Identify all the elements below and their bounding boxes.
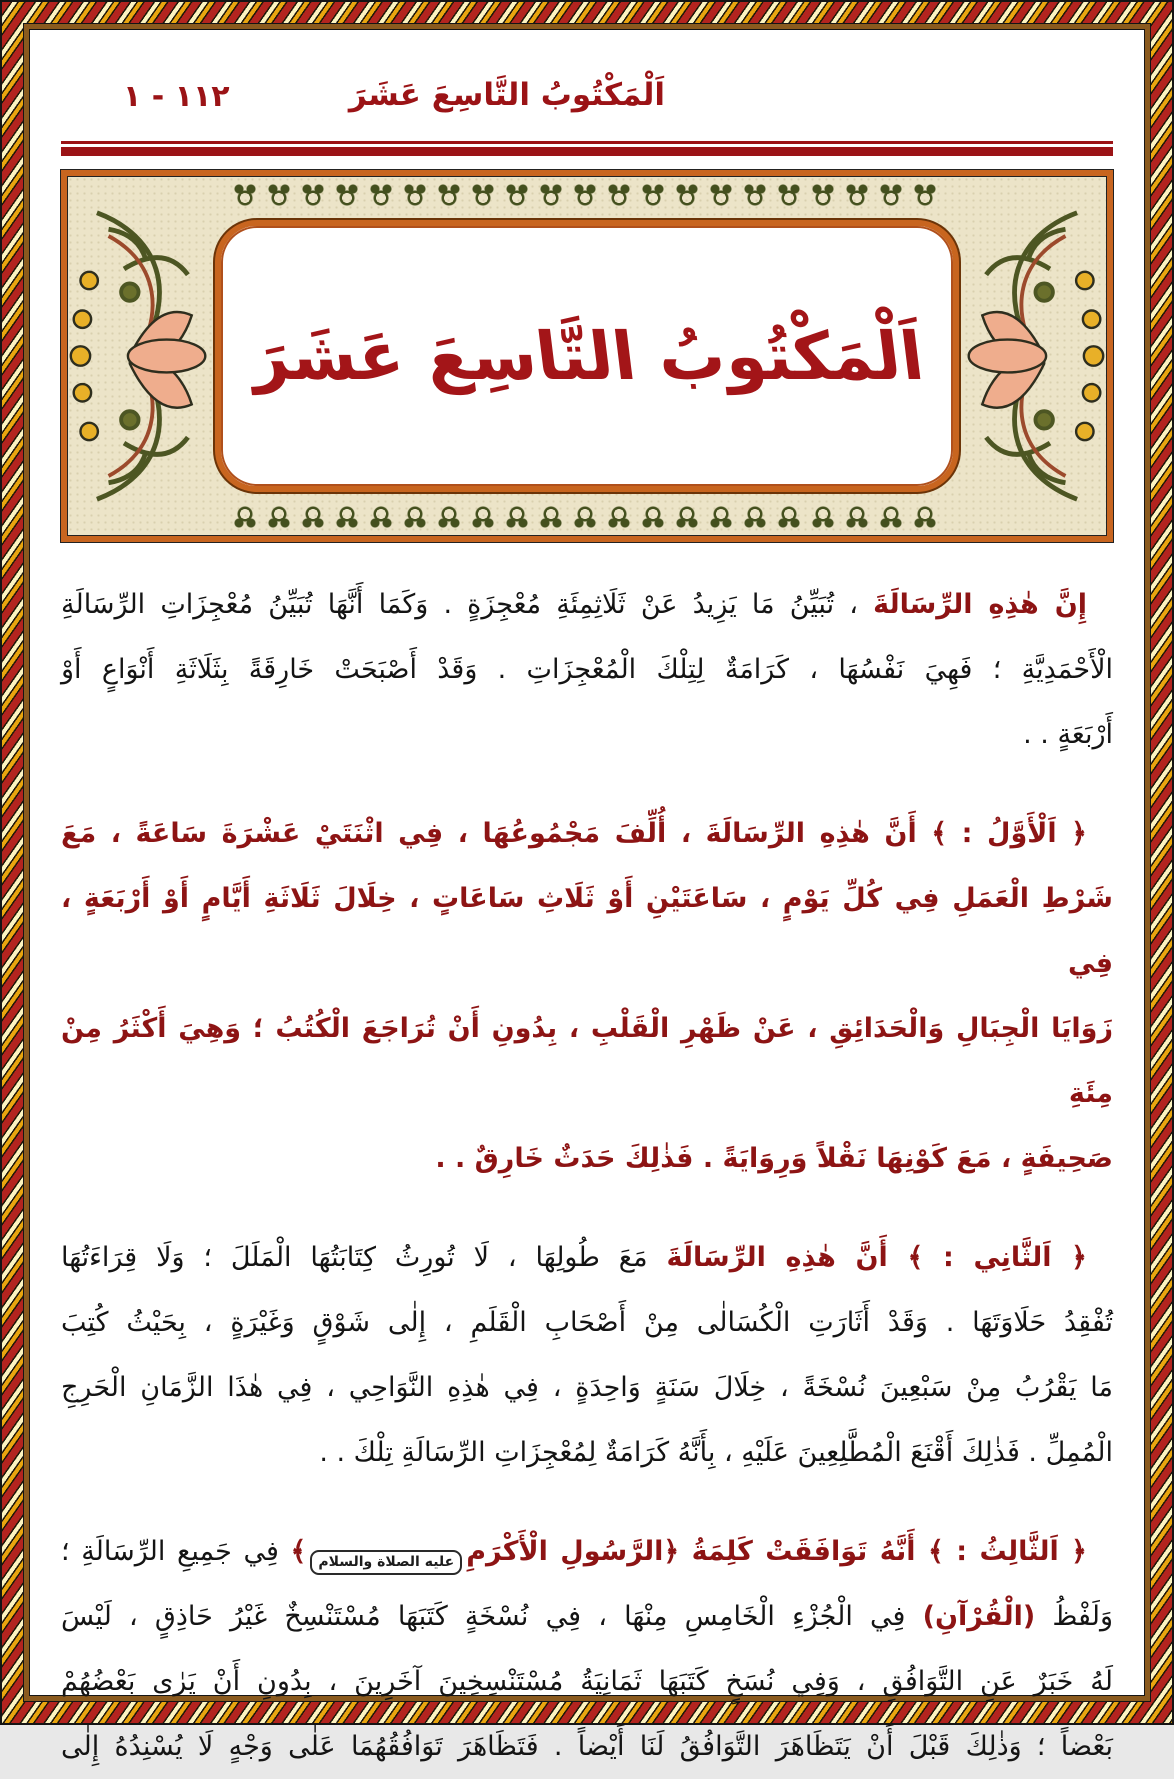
page-number: ١١٢ - ١ [123,79,230,114]
text-line [61,1420,1113,1485]
paragraph [61,1519,1113,1779]
text-line [61,996,1113,1126]
text-line [61,801,1113,866]
red-text-segment: (الْقُرْآنِ) [922,1601,1036,1632]
chapter-title-banner [61,170,1113,542]
text-line [61,702,1113,767]
text-line [61,1355,1113,1420]
text-line [61,1649,1113,1714]
header-rule-thin-line [61,141,1113,144]
text-line [61,1584,1113,1649]
chapter-title: اَلْمَكْتُوبُ التَّاسِعَ عَشَرَ [245,317,929,395]
red-text-segment: صَحِيفَةٍ ، مَعَ كَوْنِهَا نَقْلاً وَرِوَايَةً . فَذٰلِكَ حَدَثٌ خَارِقٌ . . [435,1143,1113,1174]
text-line [61,1290,1113,1355]
text-line [61,866,1113,996]
text-segment: بَعْضاً ؛ وَذٰلِكَ قَبْلَ أَنْ يَتَظَاهَرَ التَّوَافُقُ لَنَا أَيْضاً . فَتَظَاهَرَ تَوَافُقُهُمَا عَلٰى وَجْهٍ لَا يُسْنِدُهُ إِلٰى [61,1731,1113,1762]
text-segment: أَرْبَعَةٍ . . [1023,719,1113,750]
text-segment: ، تُبَيِّنُ مَا يَزِيدُ عَنْ ثَلَاثِمِئَةِ مُعْجِزَةٍ . وَكَمَا أَنَّهَا تُبَيِّنُ مُعْجِزَاتِ الرِّسَالَةِ [61,589,874,620]
text-segment: مَا يَقْرُبُ مِنْ سَبْعِينَ نُسْخَةً ، خِلَالَ سَنَةٍ وَاحِدَةٍ ، فِي هٰذِهِ النَّوَاحِي ، فِي هٰذَا الزَّمَانِ الْحَرِجِ [61,1372,1113,1403]
text-line [61,1519,1113,1584]
text-line [61,1714,1113,1779]
scroll-ornament-bottom [232,506,942,530]
text-line [61,1225,1113,1290]
paragraph [61,801,1113,1191]
text-line [61,572,1113,637]
text-line [61,1126,1113,1191]
header-rule [61,141,1113,156]
running-title: اَلْمَكْتُوبُ التَّاسِعَ عَشَرَ [348,77,666,113]
page-content [29,29,1145,1762]
text-segment: فِي الْجُزْءِ الْخَامِسِ مِنْهَا ، فِي نُسْخَةٍ كَتَبَهَا مُسْتَنْسِخٌ غَيْرُ حَاذِقٍ ، لَيْسَ [61,1601,923,1632]
red-text-segment: ﴾ [290,1536,307,1567]
text-segment: الْأَحْمَدِيَّةِ ؛ فَهِيَ نَفْسُهَا ، كَرَامَةٌ لِتِلْكَ الْمُعْجِزَاتِ . وَقَدْ أَصْبَحَتْ خَارِقَةً بِثَلَاثَةِ أَنْوَاعٍ أَوْ [61,654,1113,685]
text-segment: لَهُ خَبَرٌ عَنِ التَّوَافُقِ ، وَفِي نُسَخٍ كَتَبَهَا ثَمَانِيَةُ مُسْتَنْسِخِينَ آخَرِينَ ، بِدُونِ أَنْ يَرٰى بَعْضُهُمْ [61,1666,1113,1697]
paragraph [61,1225,1113,1485]
pbuh-seal: عليه الصلاة والسلام [310,1550,462,1575]
body-text [61,572,1113,1779]
text-segment: وَلَفْظُ [1035,1601,1113,1632]
page-inner-panel [24,24,1150,1762]
text-line [61,637,1113,702]
red-text-segment: ﴿ اَلثَّالِثُ : ﴾ أَنَّهُ تَوَافَقَتْ كَلِمَةُ ﴿الرَّسُولِ الْأَكْرَمِ [466,1536,1087,1567]
text-segment: فِي جَمِيعِ الرِّسَالَةِ ؛ [61,1536,291,1567]
text-segment: الْمُمِلِّ . فَذٰلِكَ أَقْنَعَ الْمُطَّلِعِينَ عَلَيْهِ ، بِأَنَّهُ كَرَامَةٌ لِمُعْجِزَاتِ الرِّسَالَةِ تِلْكَ . . [319,1437,1113,1468]
red-text-segment: زَوَايَا الْجِبَالِ وَالْحَدَائِقِ ، عَنْ ظَهْرِ الْقَلْبِ ، بِدُونِ أَنْ تُرَاجَعَ الْكُتُبُ ؛ وَهِيَ أَكْثَرُ مِنْ مِئَةِ [61,1013,1113,1109]
text-segment: مَعَ طُولِهَا ، لَا تُورِثُ كِتَابَتُهَا الْمَلَلَ ؛ وَلَا قِرَاءَتُهَا [61,1242,667,1273]
red-text-segment: إِنَّ هٰذِهِ الرِّسَالَةَ [873,589,1087,620]
red-text-segment: ﴿ اَلثَّانِي : ﴾ أَنَّ هٰذِهِ الرِّسَالَةَ [666,1242,1087,1273]
text-segment: تُفْقِدُ حَلَاوَتَهَا . وَقَدْ أَثَارَتِ الْكُسَالٰى مِنْ أَصْحَابِ الْقَلَمِ ، إِلٰى شَوْقٍ وَغَيْرَةٍ ، بِحَيْثُ كُتِبَ [61,1307,1113,1338]
paragraph [61,572,1113,767]
page-header [61,77,1113,135]
red-text-segment: شَرْطِ الْعَمَلِ فِي كُلِّ يَوْمٍ ، سَاعَتَيْنِ أَوْ ثَلَاثِ سَاعَاتٍ ، خِلَالَ ثَلَاثَةِ أَيَّامٍ أَوْ أَرْبَعَةٍ ، فِي [61,883,1113,979]
scroll-ornament-top [232,182,942,206]
chapter-title-cartouche [215,220,959,492]
header-rule-thick-line [61,147,1113,156]
red-text-segment: ﴿ اَلْأَوَّلُ : ﴾ أَنَّ هٰذِهِ الرِّسَالَةَ ، أُلِّفَ مَجْمُوعُهَا ، فِي اثْنَتَيْ عَشْرَةَ سَاعَةً ، مَعَ [61,818,1087,849]
